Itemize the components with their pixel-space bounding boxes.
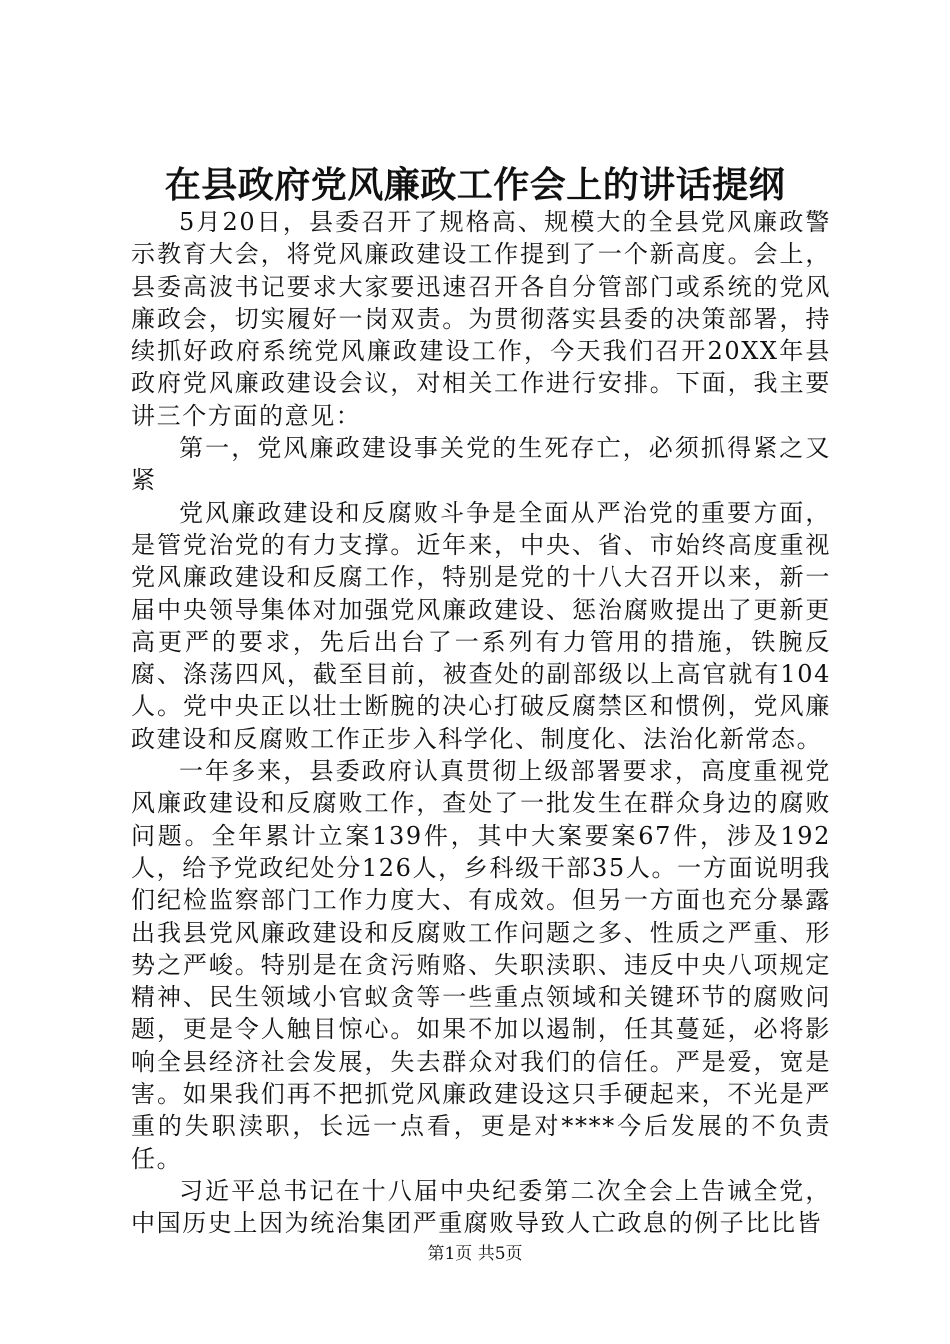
page-number-footer: 第1页 共5页 [427, 1244, 523, 1264]
paragraph-intro: 5月20日，县委召开了规格高、规模大的全县党风廉政警示教育大会，将党风廉政建设工作提到了一个新高度。会上，县委高波书记要求大家要迅速召开各自分管部门或系统的党风廉政会，切实履好一岗双责。为贯彻落实县委的决策部署，持续抓好政府系统党风廉政建设工作，今天我们召开20XX年县政府党风廉政建设会议，对相关工作进行安排。下面，我主要讲三个方面的意见： [131, 208, 831, 430]
paragraph-background: 党风廉政建设和反腐败斗争是全面从严治党的重要方面，是管党治党的有力支撑。近年来，中央、省、市始终高度重视党风廉政建设和反腐工作，特别是党的十八大召开以来，新一届中央领导集体对加强党风廉政建设、惩治腐败提出了更新更高更严的要求，先后出台了一系列有力管用的措施，铁腕反腐、涤荡四风，截至目前，被查处的副部级以上高官就有104人。党中央正以壮士断腕的决心打破反腐禁区和惯例，党风廉政建设和反腐败工作正步入科学化、制度化、法治化新常态。 [131, 498, 831, 753]
document-body [131, 206, 831, 1240]
document-title: 在县政府党风廉政工作会上的讲话提纲 [164, 164, 786, 206]
paragraph-xi-quote: 习近平总书记在十八届中央纪委第二次全会上告诫全党，中国历史上因为统治集团严重腐败导致人亡政息的例子比比皆 [131, 1176, 831, 1238]
paragraph-county-situation: 一年多来，县委政府认真贯彻上级部署要求，高度重视党风廉政建设和反腐败工作，查处了一批发生在群众身边的腐败问题。全年累计立案139件，其中大案要案67件，涉及192人，给予党政纪处分126人，乡科级干部35人。一方面说明我们纪检监察部门工作力度大、有成效。但另一方面也充分暴露出我县党风廉政建设和反腐败工作问题之多、性质之严重、形势之严峻。特别是在贪污贿赂、失职渎职、违反中央八项规定精神、民生领域小官蚁贪等一些重点领域和关键环节的腐败问题，更是令人触目惊心。如果不加以遏制，任其蔓延，必将影响全县经济社会发展，失去群众对我们的信任。严是爱，宽是害。如果我们再不把抓党风廉政建设这只手硬起来，不光是严重的失职渎职，长远一点看，更是对****今后发展的不负责任。 [131, 757, 831, 1173]
section-heading-first: 第一，党风廉政建设事关党的生死存亡，必须抓得紧之又紧 [131, 434, 831, 495]
